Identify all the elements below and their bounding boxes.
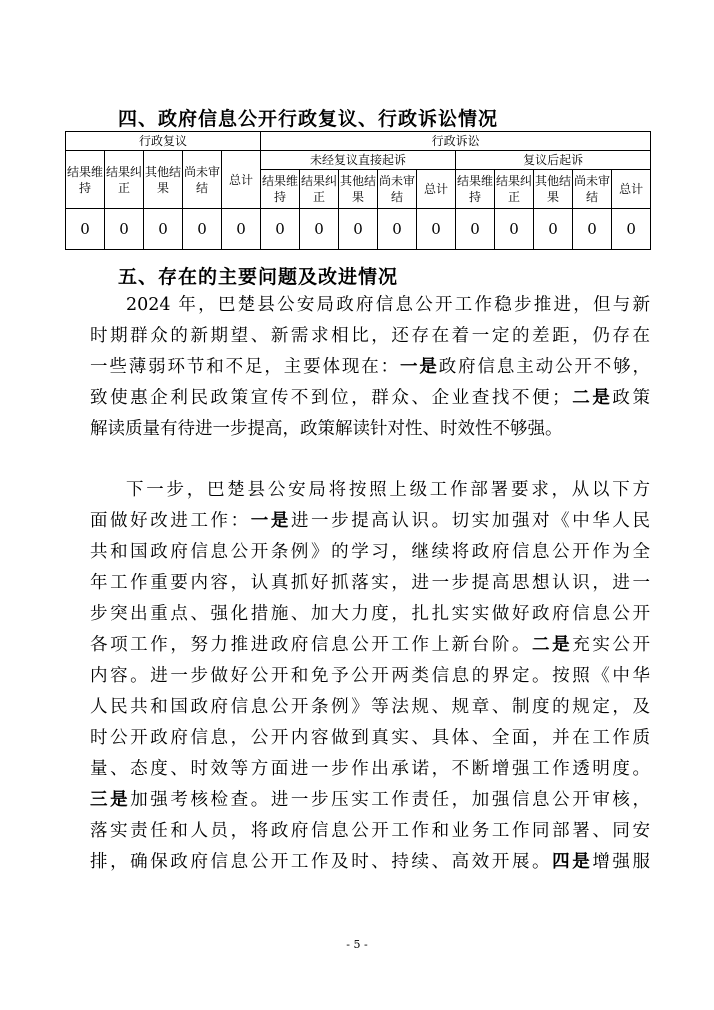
table-cell: 0 bbox=[144, 209, 183, 250]
table-cell: 0 bbox=[222, 209, 261, 250]
paragraph-line: 量、态度、时效等方面进一步作出承诺，不断增强工作透明度。 bbox=[90, 759, 650, 779]
paragraph-line: 时期群众的新期望、新需求相比，还存在着一定的差距，仍存在 bbox=[90, 326, 650, 346]
paragraph-line: 排，确保政府信息公开工作及时、持续、高效开展。四是增强服 bbox=[90, 852, 651, 872]
emphasis-text: 一是 bbox=[400, 357, 439, 377]
section4-heading: 四、政府信息公开行政复议、行政诉讼情况 bbox=[118, 108, 499, 130]
col-after-corrected: 结果纠正 bbox=[495, 170, 534, 209]
section5-heading: 五、存在的主要问题及改进情况 bbox=[118, 266, 399, 288]
paragraph-line: 落实责任和人员，将政府信息公开工作和业务工作同部署、同安 bbox=[90, 821, 650, 841]
table-cell: 0 bbox=[339, 209, 378, 250]
col-direct-upheld: 结果维持 bbox=[261, 170, 300, 209]
paragraph-improvements bbox=[90, 475, 650, 878]
paragraph-line: 面做好改进工作：一是进一步提高认识。切实加强对《中华人民 bbox=[90, 511, 651, 531]
col-after-total: 总计 bbox=[612, 170, 651, 209]
paragraph-line: 一些薄弱环节和不足，主要体现在：一是政府信息主动公开不够， bbox=[90, 357, 650, 377]
paragraph-line: 年工作重要内容，认真抓好抓落实，进一步提高思想认识，进一 bbox=[90, 573, 650, 593]
emphasis-text: 二是 bbox=[532, 635, 573, 655]
paragraph-line: 2024 年，巴楚县公安局政府信息公开工作稳步推进，但与新 bbox=[126, 295, 650, 315]
col-review-upheld: 结果维持 bbox=[66, 151, 105, 209]
emphasis-text: 一是 bbox=[250, 511, 291, 531]
paragraph-line: 解读质量有待进一步提高，政策解读针对性、时效性不够强。 bbox=[90, 419, 563, 439]
table-cell: 0 bbox=[261, 209, 300, 250]
col-review-total: 总计 bbox=[222, 151, 261, 209]
emphasis-text: 三是 bbox=[90, 790, 131, 810]
table-cell: 0 bbox=[495, 209, 534, 250]
header-direct-litigation: 未经复议直接起诉 bbox=[261, 151, 456, 170]
review-litigation-table bbox=[65, 131, 651, 250]
table-cell: 0 bbox=[66, 209, 105, 250]
header-litigation-after-review: 复议后起诉 bbox=[456, 151, 651, 170]
header-administrative-review: 行政复议 bbox=[66, 132, 261, 151]
paragraph-line: 时公开政府信息，公开内容做到真实、具体、全面，并在工作质 bbox=[90, 728, 650, 748]
header-administrative-litigation: 行政诉讼 bbox=[261, 132, 651, 151]
paragraph-line: 致使惠企利民政策宣传不到位，群众、企业查找不便；二是政策 bbox=[90, 388, 651, 408]
col-after-upheld: 结果维持 bbox=[456, 170, 495, 209]
paragraph-line: 人民共和国政府信息公开条例》等法规、规章、制度的规定，及 bbox=[90, 697, 650, 717]
paragraph-line: 共和国政府信息公开条例》的学习，继续将政府信息公开作为全 bbox=[90, 542, 650, 562]
col-after-pending: 尚未审结 bbox=[573, 170, 612, 209]
table-cell: 0 bbox=[573, 209, 612, 250]
table-cell: 0 bbox=[378, 209, 417, 250]
table-cell: 0 bbox=[456, 209, 495, 250]
table-cell: 0 bbox=[612, 209, 651, 250]
page-number: - 5 - bbox=[346, 938, 368, 951]
col-review-corrected: 结果纠正 bbox=[105, 151, 144, 209]
paragraph-line: 下一步，巴楚县公安局将按照上级工作部署要求，从以下方 bbox=[126, 480, 650, 500]
paragraph-line: 步突出重点、强化措施、加大力度，扎扎实实做好政府信息公开 bbox=[90, 604, 650, 624]
paragraph-problems bbox=[90, 290, 650, 445]
paragraph-line: 三是加强考核检查。进一步压实工作责任，加强信息公开审核， bbox=[90, 790, 651, 810]
table-cell: 0 bbox=[105, 209, 144, 250]
emphasis-text: 二是 bbox=[569, 388, 613, 408]
table-cell: 0 bbox=[183, 209, 222, 250]
col-direct-total: 总计 bbox=[417, 170, 456, 209]
table-cell: 0 bbox=[417, 209, 456, 250]
paragraph-line: 内容。进一步做好公开和免予公开两类信息的界定。按照《中华 bbox=[90, 666, 650, 686]
paragraph-line: 各项工作，努力推进政府信息公开工作上新台阶。二是充实公开 bbox=[90, 635, 651, 655]
table-cell: 0 bbox=[534, 209, 573, 250]
col-review-pending: 尚未审结 bbox=[183, 151, 222, 209]
col-direct-corrected: 结果纠正 bbox=[300, 170, 339, 209]
col-review-other: 其他结果 bbox=[144, 151, 183, 209]
table-cell: 0 bbox=[300, 209, 339, 250]
emphasis-text: 四是 bbox=[552, 852, 593, 872]
col-after-other: 其他结果 bbox=[534, 170, 573, 209]
col-direct-other: 其他结果 bbox=[339, 170, 378, 209]
col-direct-pending: 尚未审结 bbox=[378, 170, 417, 209]
